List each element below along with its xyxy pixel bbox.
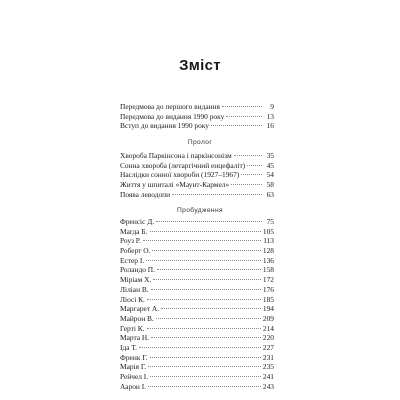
dot-leader <box>150 357 261 358</box>
toc-entry-page: 9 <box>270 102 274 111</box>
dot-leader <box>147 328 261 329</box>
toc-entry <box>120 236 274 246</box>
toc-entry-page: 158 <box>262 265 274 275</box>
toc-entry <box>120 170 274 180</box>
toc-entry-page: 235 <box>262 362 274 372</box>
toc-entry <box>120 362 274 372</box>
toc-entry-page: 185 <box>262 294 274 304</box>
toc-entry-title: Роуз Р. <box>120 236 141 246</box>
toc-entry <box>120 102 274 112</box>
toc-entry-title: Роландо П. <box>120 265 155 275</box>
toc-entry-title: Передмова до першого видання <box>120 102 220 111</box>
toc-entry-title: Роберт О. <box>120 246 151 256</box>
toc-entry <box>120 190 274 200</box>
toc-entry-title: Герті К. <box>120 323 145 333</box>
dot-leader <box>151 337 261 338</box>
toc-entry-page: 243 <box>262 381 274 391</box>
dot-leader <box>146 260 261 261</box>
toc-entry <box>120 227 274 237</box>
toc-entry <box>120 372 274 382</box>
toc-entry <box>120 353 274 363</box>
toc-entry-title: Естер І. <box>120 255 145 265</box>
dot-leader <box>152 250 260 251</box>
dot-leader <box>247 165 262 166</box>
toc-entry <box>120 295 274 305</box>
toc-entry-title: Вступ до видання 1990 року <box>120 121 209 131</box>
dot-leader <box>151 289 261 290</box>
toc-entry-title: Ліосі К. <box>120 294 145 304</box>
toc-entry-title: Хвороба Паркінсона і паркінсонізм <box>120 151 232 160</box>
toc-entry-page: 128 <box>262 246 274 256</box>
toc-entry-page: 220 <box>262 333 274 343</box>
toc-entry <box>120 246 274 256</box>
toc-entry <box>120 121 274 131</box>
toc-entry-page: 194 <box>262 304 274 314</box>
awakenings-list <box>120 217 274 391</box>
toc-entry <box>120 161 274 171</box>
toc-entry-page: 58 <box>266 180 274 190</box>
awakenings-heading: Пробудження <box>177 207 223 214</box>
dot-leader <box>139 347 261 348</box>
dot-leader <box>172 194 262 195</box>
toc-entry <box>120 112 274 122</box>
dot-leader <box>234 155 262 156</box>
toc-entry-page: 231 <box>262 352 274 362</box>
toc-entry-page: 63 <box>266 189 274 199</box>
toc-entry <box>120 343 274 353</box>
toc-entry-page: 209 <box>262 313 274 323</box>
dot-leader <box>153 279 261 280</box>
page-title: Зміст <box>179 57 221 74</box>
toc-entry <box>120 324 274 334</box>
toc-entry-title: Міріам Х. <box>120 275 152 285</box>
toc-entry-page: 176 <box>262 284 274 294</box>
dot-leader <box>157 269 261 270</box>
toc-entry-title: Френсіс Д. <box>120 217 155 226</box>
toc-entry-title: Життя у шпиталі «Маунт-Кармел» <box>120 180 230 190</box>
toc-entry-page: 214 <box>262 323 274 333</box>
toc-entry-page: 227 <box>262 342 274 352</box>
dot-leader <box>147 299 261 300</box>
dot-leader <box>148 386 261 387</box>
dot-leader <box>241 174 262 175</box>
toc-entry <box>120 314 274 324</box>
toc-entry-title: Іда Т. <box>120 342 137 352</box>
toc-entry-page: 16 <box>266 121 274 131</box>
toc-entry-page: 13 <box>266 111 274 121</box>
toc-entry <box>120 333 274 343</box>
toc-entry-title: Магда Б. <box>120 226 148 236</box>
toc-entry <box>120 151 274 161</box>
dot-leader <box>211 125 262 126</box>
toc-entry <box>120 180 274 190</box>
toc-entry-page: 75 <box>266 217 274 226</box>
toc-entry-title: Рейчел І. <box>120 372 149 381</box>
toc-entry-title: Аарон І. <box>120 381 147 391</box>
toc-entry-title: Передмова до видання 1990 року <box>120 111 225 121</box>
toc-entry-page: 136 <box>262 255 274 265</box>
toc-entry-page: 35 <box>266 151 274 160</box>
toc-entry-title: Ліліан В. <box>120 284 149 294</box>
toc-entry-page: 113 <box>263 236 274 246</box>
toc-entry-title: Поява леводопи <box>120 189 171 199</box>
toc-entry-title: Майрон В. <box>120 313 154 323</box>
toc-entry-page: 54 <box>266 170 274 180</box>
dot-leader <box>161 308 261 309</box>
dot-leader <box>222 106 262 107</box>
toc-entry-title: Френк Г. <box>120 352 148 362</box>
prologue-heading: Пролог <box>187 139 213 146</box>
toc-entry <box>120 304 274 314</box>
toc-entry-title: Марія Г. <box>120 362 147 372</box>
toc-entry-page: 105 <box>262 226 274 236</box>
toc-entry <box>120 285 274 295</box>
dot-leader <box>156 318 261 319</box>
toc-entry-title: Маргарет А. <box>120 304 160 314</box>
toc-entry-page: 172 <box>262 275 274 285</box>
prologue-list <box>120 151 274 199</box>
dot-leader <box>226 116 262 117</box>
dot-leader <box>150 376 261 377</box>
toc-entry-page: 241 <box>262 372 274 381</box>
toc-entry <box>120 256 274 266</box>
dot-leader <box>148 366 261 367</box>
toc-entry-title: Марта Н. <box>120 333 150 343</box>
dot-leader <box>143 240 261 241</box>
toc-entry-title: Сонна хвороба (летаргічний енцефаліт) <box>120 160 246 170</box>
toc-entry-page: 45 <box>266 160 274 170</box>
toc-entry <box>120 217 274 227</box>
dot-leader <box>156 221 262 222</box>
front-matter-list <box>120 102 274 131</box>
toc-entry <box>120 275 274 285</box>
dot-leader <box>150 231 261 232</box>
toc-entry <box>120 382 274 392</box>
dot-leader <box>231 184 262 185</box>
toc-entry <box>120 265 274 275</box>
toc-entry-title: Наслідки сонної хвороби (1927–1967) <box>120 170 240 180</box>
